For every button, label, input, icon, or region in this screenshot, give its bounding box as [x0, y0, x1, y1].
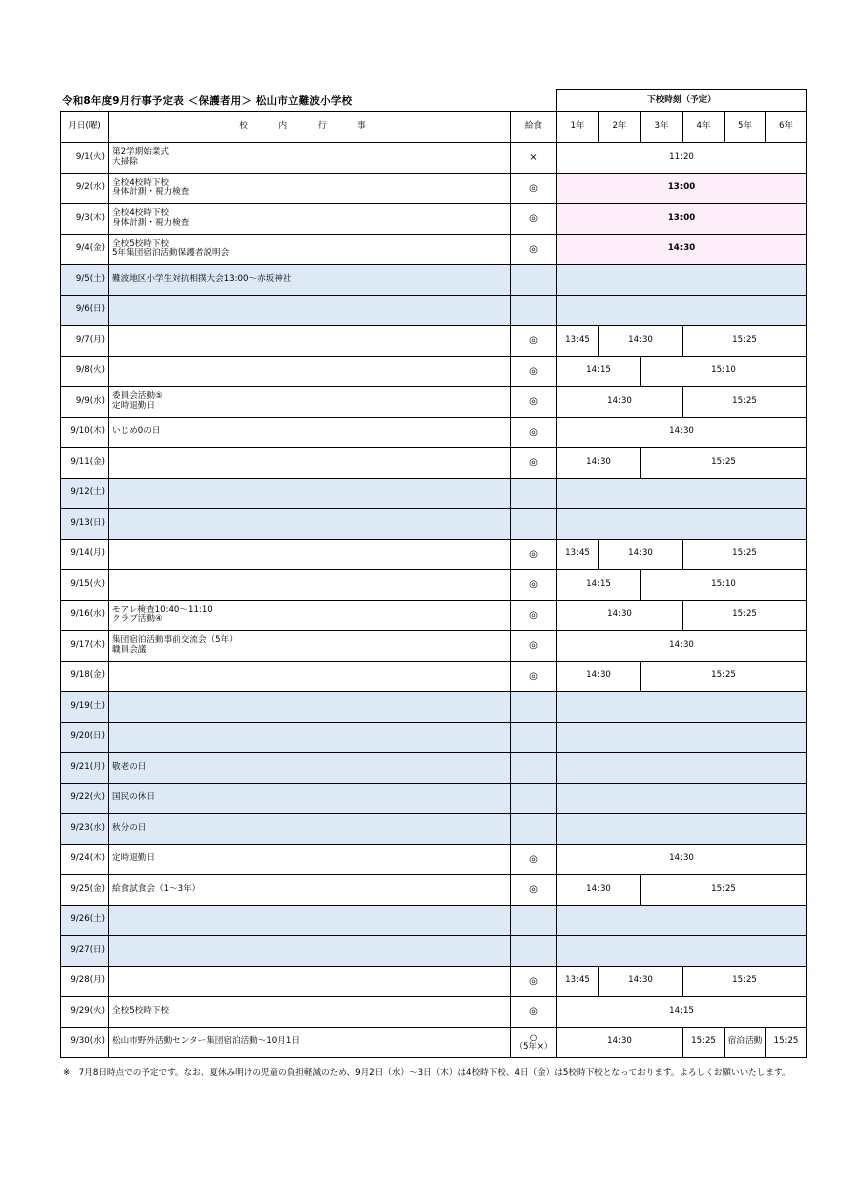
schedule-row [61, 783, 807, 814]
schedule-row [61, 905, 807, 936]
dismissal-time-cell: 15:10 [641, 356, 807, 387]
date-cell: 9/3(木) [61, 204, 109, 235]
event-cell [109, 844, 511, 875]
dismissal-time-cell: 15:25 [683, 387, 807, 418]
event-cell [109, 1027, 511, 1058]
event-cell [109, 570, 511, 601]
lunch-cell: ◎ [511, 234, 557, 265]
event-line: 松山市野外活動センター集団宿泊活動～10月1日 [112, 1036, 300, 1047]
date-cell: 9/26(土) [61, 905, 109, 936]
date-cell: 9/20(日) [61, 722, 109, 753]
event-line: 身体計測・視力検査 [112, 217, 190, 228]
schedule-row [61, 753, 807, 784]
schedule-row [61, 936, 807, 967]
event-cell [109, 722, 511, 753]
event-cell [109, 173, 511, 204]
dismissal-time-cell [557, 478, 807, 509]
grade-header-2: 2年 [599, 112, 641, 143]
grade-header-5: 5年 [725, 112, 766, 143]
event-column-header: 校 内 行 事 [109, 112, 511, 143]
event-line: 給食試食会（1～3年） [112, 883, 201, 894]
schedule-table [60, 89, 807, 1058]
date-cell: 9/28(月) [61, 966, 109, 997]
lunch-cell [511, 753, 557, 784]
dismissal-time-cell: 15:25 [683, 966, 807, 997]
dismissal-time-cell: 13:00 [557, 204, 807, 235]
date-cell: 9/11(金) [61, 448, 109, 479]
grade-header-4: 4年 [683, 112, 725, 143]
dismissal-time-cell: 14:30 [557, 600, 683, 631]
date-cell: 9/21(月) [61, 753, 109, 784]
event-line: 身体計測・視力検査 [112, 187, 190, 198]
schedule-row [61, 387, 807, 418]
schedule-row [61, 631, 807, 662]
dismissal-time-cell: 14:30 [599, 966, 683, 997]
event-cell [109, 356, 511, 387]
schedule-row [61, 234, 807, 265]
dismissal-time-cell [557, 265, 807, 296]
event-cell [109, 265, 511, 296]
event-cell [109, 539, 511, 570]
event-cell [109, 295, 511, 326]
date-cell: 9/1(火) [61, 143, 109, 174]
lunch-cell: ◎ [511, 326, 557, 357]
lunch-cell: ◎ [511, 844, 557, 875]
dismissal-time-cell [557, 753, 807, 784]
dismissal-time-cell: 15:10 [641, 570, 807, 601]
dismissal-title-row [61, 90, 807, 112]
event-cell [109, 509, 511, 540]
event-cell [109, 326, 511, 357]
dismissal-time-cell: 11:20 [557, 143, 807, 174]
lunch-cell: ◎ [511, 448, 557, 479]
event-cell [109, 204, 511, 235]
lunch-cell: ◎ [511, 417, 557, 448]
date-cell: 9/25(金) [61, 875, 109, 906]
event-cell [109, 661, 511, 692]
schedule-row [61, 692, 807, 723]
lunch-cell [511, 1027, 557, 1058]
lunch-column-header: 給食 [511, 112, 557, 143]
schedule-row [61, 509, 807, 540]
lunch-cell [511, 692, 557, 723]
lunch-cell: ◎ [511, 875, 557, 906]
schedule-row [61, 844, 807, 875]
event-cell [109, 234, 511, 265]
lunch-cell: ◎ [511, 997, 557, 1028]
schedule-row [61, 814, 807, 845]
lunch-cell: ◎ [511, 570, 557, 601]
schedule-row [61, 1027, 807, 1058]
grade-header-6: 6年 [766, 112, 807, 143]
date-cell: 9/5(土) [61, 265, 109, 296]
event-line: 難波地区小学生対抗相撲大会13:00～赤坂神社 [112, 273, 292, 284]
date-cell: 9/16(水) [61, 600, 109, 631]
date-cell: 9/9(水) [61, 387, 109, 418]
dismissal-time-cell: 14:30 [557, 844, 807, 875]
date-cell: 9/29(火) [61, 997, 109, 1028]
date-cell: 9/14(月) [61, 539, 109, 570]
date-cell: 9/27(日) [61, 936, 109, 967]
date-cell: 9/13(日) [61, 509, 109, 540]
event-cell [109, 783, 511, 814]
dismissal-time-cell: 13:45 [557, 326, 599, 357]
date-cell: 9/30(水) [61, 1027, 109, 1058]
footnote: ※ 7月8日時点での予定です。なお、夏休み明けの児童の負担軽減のため、9月2日（水）～3日（木）は4校時下校、4日（金）は5校時下校となっております。よろしくお願いいたします。 [63, 1068, 791, 1078]
event-cell [109, 997, 511, 1028]
date-column-header: 月日(曜) [61, 112, 109, 143]
event-line: 全校5校時下校 [112, 1005, 170, 1016]
event-cell [109, 478, 511, 509]
dismissal-time-cell: 15:25 [641, 448, 807, 479]
schedule-row [61, 661, 807, 692]
lunch-cell [511, 509, 557, 540]
event-line: クラブ活動④ [112, 614, 163, 625]
lunch-cell [511, 265, 557, 296]
dismissal-time-cell: 14:15 [557, 356, 641, 387]
dismissal-time-cell: 宿泊活動 [725, 1027, 766, 1058]
dismissal-time-cell: 14:30 [557, 1027, 683, 1058]
event-line: 5年集団宿泊活動保護者説明会 [112, 248, 230, 259]
dismissal-time-cell: 14:30 [599, 539, 683, 570]
dismissal-time-cell: 13:00 [557, 173, 807, 204]
schedule-row [61, 204, 807, 235]
event-line: 国民の休日 [112, 792, 155, 803]
lunch-cell: ◎ [511, 966, 557, 997]
event-cell [109, 692, 511, 723]
event-line: モアレ検査10:40～11:10 [112, 604, 213, 615]
schedule-row [61, 265, 807, 296]
lunch-cell [511, 936, 557, 967]
event-cell [109, 631, 511, 662]
dismissal-time-cell: 14:30 [557, 631, 807, 662]
dismissal-time-cell: 14:15 [557, 997, 807, 1028]
event-line: 敬老の日 [112, 761, 147, 772]
dismissal-time-cell: 15:25 [683, 1027, 725, 1058]
date-cell: 9/24(木) [61, 844, 109, 875]
schedule-row [61, 448, 807, 479]
lunch-cell [511, 814, 557, 845]
event-cell [109, 875, 511, 906]
lunch-cell: ◎ [511, 539, 557, 570]
schedule-row [61, 478, 807, 509]
event-cell [109, 600, 511, 631]
dismissal-time-cell [557, 509, 807, 540]
lunch-cell [511, 783, 557, 814]
lunch-cell: × [511, 143, 557, 174]
lunch-cell: ◎ [511, 356, 557, 387]
lunch-cell [511, 722, 557, 753]
date-cell: 9/17(木) [61, 631, 109, 662]
lunch-cell [511, 295, 557, 326]
date-cell: 9/10(木) [61, 417, 109, 448]
date-cell: 9/18(金) [61, 661, 109, 692]
dismissal-time-cell: 13:45 [557, 966, 599, 997]
dismissal-time-cell [557, 722, 807, 753]
dismissal-time-cell [557, 814, 807, 845]
grade-header-3: 3年 [641, 112, 683, 143]
schedule-row [61, 997, 807, 1028]
dismissal-time-cell: 14:15 [557, 570, 641, 601]
dismissal-time-cell: 14:30 [557, 875, 641, 906]
lunch-note: （5年×） [514, 1041, 553, 1052]
event-line: いじめ0の日 [112, 426, 161, 437]
schedule-row [61, 295, 807, 326]
schedule-row [61, 417, 807, 448]
dismissal-time-cell: 14:30 [599, 326, 683, 357]
event-line: 秋分の日 [112, 822, 147, 833]
lunch-cell [511, 905, 557, 936]
event-cell [109, 387, 511, 418]
dismissal-time-cell: 15:25 [641, 661, 807, 692]
dismissal-time-cell: 14:30 [557, 417, 807, 448]
event-line: 定時退勤日 [112, 853, 155, 864]
date-cell: 9/8(火) [61, 356, 109, 387]
event-line: 委員会活動⑤ [112, 391, 163, 402]
dismissal-time-cell: 14:30 [557, 234, 807, 265]
dismissal-time-cell [557, 692, 807, 723]
schedule-row [61, 570, 807, 601]
event-cell [109, 814, 511, 845]
dismissal-time-cell [557, 936, 807, 967]
lunch-cell: ◎ [511, 631, 557, 662]
event-cell [109, 905, 511, 936]
dismissal-time-cell: 13:45 [557, 539, 599, 570]
lunch-cell: ◎ [511, 204, 557, 235]
dismissal-title: 下校時刻（予定） [557, 90, 807, 112]
dismissal-time-cell [557, 783, 807, 814]
schedule-row [61, 600, 807, 631]
dismissal-time-cell: 14:30 [557, 387, 683, 418]
schedule-row [61, 173, 807, 204]
lunch-cell: ◎ [511, 661, 557, 692]
date-cell: 9/2(水) [61, 173, 109, 204]
header-row [61, 112, 807, 143]
event-line: 全校4校時下校 [112, 177, 170, 188]
schedule-row [61, 875, 807, 906]
event-line: 大掃除 [112, 156, 138, 167]
schedule-row [61, 966, 807, 997]
event-line: 第2学期始業式 [112, 147, 170, 158]
event-line: 全校5校時下校 [112, 238, 170, 249]
lunch-cell [511, 478, 557, 509]
date-cell: 9/19(土) [61, 692, 109, 723]
schedule-row [61, 143, 807, 174]
event-cell [109, 936, 511, 967]
dismissal-time-cell: 15:25 [683, 326, 807, 357]
date-cell: 9/4(金) [61, 234, 109, 265]
dismissal-time-cell: 15:25 [683, 600, 807, 631]
schedule-row [61, 722, 807, 753]
dismissal-time-cell [557, 295, 807, 326]
event-line: 職員会議 [112, 644, 147, 655]
date-cell: 9/12(土) [61, 478, 109, 509]
date-cell: 9/22(火) [61, 783, 109, 814]
dismissal-time-cell: 15:25 [766, 1027, 807, 1058]
date-cell: 9/7(月) [61, 326, 109, 357]
event-cell [109, 966, 511, 997]
date-cell: 9/23(水) [61, 814, 109, 845]
dismissal-time-cell: 14:30 [557, 448, 641, 479]
page-title: 令和8年度9月行事予定表 ＜保護者用＞ 松山市立難波小学校 [62, 95, 353, 107]
lunch-cell: ◎ [511, 600, 557, 631]
date-cell: 9/6(日) [61, 295, 109, 326]
event-cell [109, 417, 511, 448]
schedule-row [61, 356, 807, 387]
date-cell: 9/15(火) [61, 570, 109, 601]
event-cell [109, 143, 511, 174]
lunch-cell: ◎ [511, 387, 557, 418]
dismissal-time-cell: 15:25 [641, 875, 807, 906]
lunch-cell: ◎ [511, 173, 557, 204]
event-cell [109, 448, 511, 479]
event-cell [109, 753, 511, 784]
lunch-mark: ○ [529, 1032, 538, 1043]
schedule-row [61, 326, 807, 357]
event-line: 集団宿泊活動事前交流会（5年） [112, 635, 238, 646]
dismissal-time-cell: 15:25 [683, 539, 807, 570]
event-line: 全校4校時下校 [112, 208, 170, 219]
schedule-row [61, 539, 807, 570]
grade-header-1: 1年 [557, 112, 599, 143]
event-line: 定時退勤日 [112, 400, 155, 411]
dismissal-time-cell: 14:30 [557, 661, 641, 692]
dismissal-time-cell [557, 905, 807, 936]
